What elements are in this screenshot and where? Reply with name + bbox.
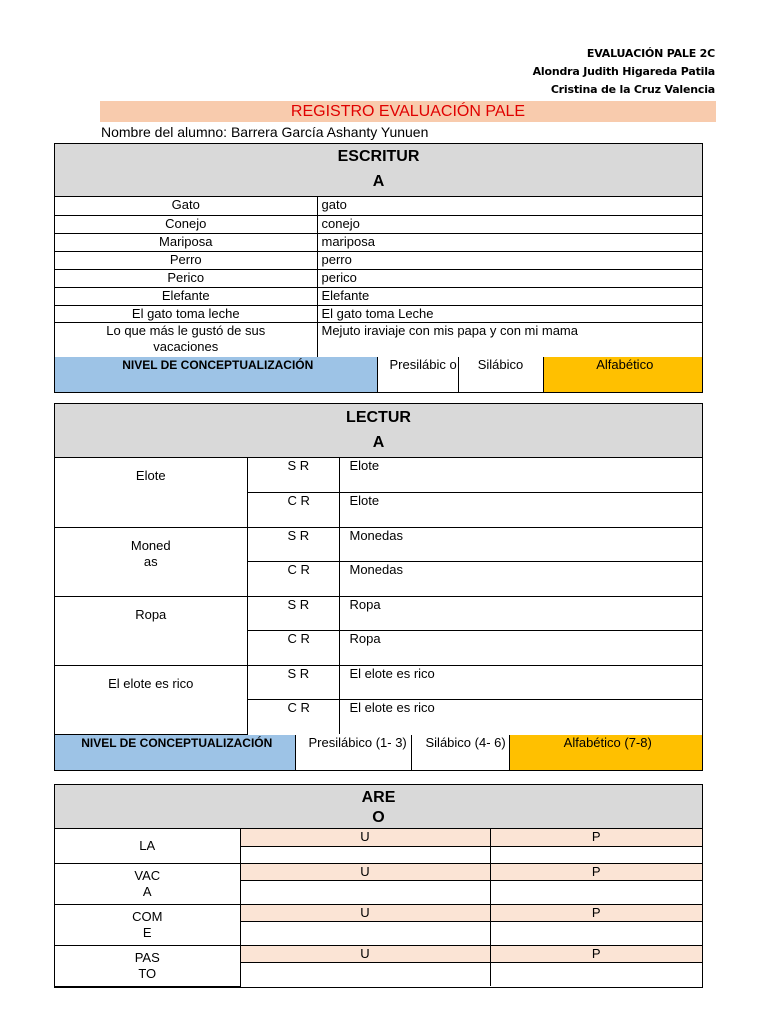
table-row: Mariposa mariposa xyxy=(55,233,702,251)
table-row: Perro perro xyxy=(55,251,702,269)
table-row: El gato toma leche El gato toma Leche xyxy=(55,305,702,322)
table-row: El elote es rico S R El elote es rico xyxy=(55,665,702,699)
table-row: Moned as S R Monedas xyxy=(55,527,702,561)
table-row: Elefante Elefante xyxy=(55,287,702,305)
table-row: COM E U P xyxy=(55,904,702,921)
table-row: Conejo conejo xyxy=(55,215,702,233)
lectura-nivel xyxy=(55,735,702,770)
areo-section xyxy=(54,784,703,988)
lectura-table xyxy=(55,458,702,735)
nivel-label: NIVEL DE CONCEPTUALIZACIÓN xyxy=(55,735,295,770)
nivel-option-silabico: Silábico (4- 6) xyxy=(411,735,509,770)
table-row: Perico perico xyxy=(55,269,702,287)
nivel-option-presilabico: Presilábico (1- 3) xyxy=(295,735,411,770)
table-row: LA U P xyxy=(55,829,702,846)
table-row: Elote S R Elote xyxy=(55,458,702,492)
header-author-2: Cristina de la Cruz Valencia xyxy=(550,83,715,96)
table-row: C R Monedas xyxy=(55,561,702,596)
nivel-option-presilabico: Presilábic o xyxy=(377,357,458,392)
escritura-title: ESCRITUR A xyxy=(55,144,702,197)
header-author-1: Alondra Judith Higareda Patila xyxy=(532,65,715,78)
document-title: REGISTRO EVALUACIÓN PALE xyxy=(100,101,716,122)
table-row: VAC A U P xyxy=(55,863,702,880)
nivel-option-alfabetico: Alfabético xyxy=(543,357,702,392)
table-row: Gato gato xyxy=(55,197,702,215)
escritura-nivel xyxy=(55,357,702,392)
nivel-label: NIVEL DE CONCEPTUALIZACIÓN xyxy=(55,357,377,392)
table-row: C R Ropa xyxy=(55,630,702,665)
escritura-section xyxy=(54,143,703,393)
areo-table xyxy=(55,829,702,987)
nivel-option-alfabetico: Alfabético (7-8) xyxy=(509,735,702,770)
table-row: Ropa S R Ropa xyxy=(55,596,702,630)
nivel-option-silabico: Silábico xyxy=(458,357,543,392)
table-row: C R El elote es rico xyxy=(55,699,702,734)
areo-title: ARE O xyxy=(55,785,702,829)
header-title: EVALUACIÓN PALE 2C xyxy=(586,47,715,60)
lectura-title: LECTUR A xyxy=(55,404,702,458)
lectura-section xyxy=(54,403,703,771)
student-name: Nombre del alumno: Barrera García Ashanty Yunuen xyxy=(101,124,429,140)
escritura-table xyxy=(55,197,702,357)
table-row: C R Elote xyxy=(55,492,702,527)
table-row: PAS TO U P xyxy=(55,945,702,962)
table-row: Lo que más le gustó de sus vacaciones Mejuto iraviaje con mis papa y con mi mama xyxy=(55,322,702,357)
